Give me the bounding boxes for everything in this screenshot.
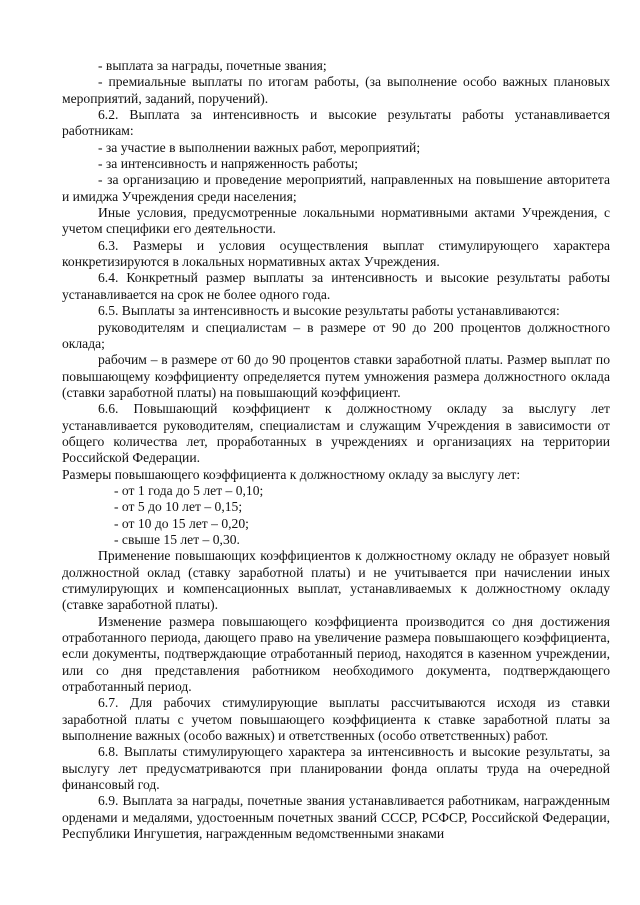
paragraph: Иные условия, предусмотренные локальными нормативными актами Учреждения, с учетом специфики его деятельности.: [62, 205, 610, 237]
paragraph: 6.6. Повышающий коэффициент к должностному окладу за выслугу лет устанавливается руководителям, специалистам и служащим Учреждения в зависимости от общего количества лет, проработанных в учреждениях и организациях на территории Российской Федерации.: [62, 401, 610, 466]
paragraph: - за организацию и проведение мероприятий, направленных на повышение авторитета и имиджа Учреждения среди населения;: [62, 172, 610, 204]
paragraph: 6.4. Конкретный размер выплаты за интенсивность и высокие результаты работы устанавливается на срок не более одного года.: [62, 270, 610, 302]
list-item: - от 1 года до 5 лет – 0,10;: [114, 482, 264, 498]
list-item: - от 10 до 15 лет – 0,20;: [114, 515, 249, 531]
paragraph: рабочим – в размере от 60 до 90 процентов ставки заработной платы. Размер выплат по повышающему коэффициенту определяется путем умножения размера должностного оклада (ставки заработной платы) на повышающий коэффициент.: [62, 352, 610, 400]
paragraph: Размеры повышающего коэффициента к должностному окладу за выслугу лет:: [62, 466, 521, 482]
paragraph: 6.3. Размеры и условия осуществления выплат стимулирующего характера конкретизируются в локальных нормативных актах Учреждения.: [62, 237, 610, 270]
paragraph: руководителям и специалистам – в размере от 90 до 200 процентов должностного оклада;: [62, 319, 610, 351]
paragraph: 6.9. Выплата за награды, почетные звания устанавливается работникам, награжденным орденами и медалями, удостоенным почетных званий СССР, РСФСР, Российской Федерации, Республики Ингушетия, награжденным ведомственными знаками: [62, 793, 610, 842]
paragraph: - выплата за награды, почетные звания;: [98, 58, 327, 73]
paragraph: - за интенсивность и напряженность работы;: [98, 156, 359, 172]
paragraph: - за участие в выполнении важных работ, мероприятий;: [98, 139, 421, 155]
paragraph: 6.8. Выплаты стимулирующего характера за интенсивность и высокие результаты, за выслугу лет предусматриваются при планировании фонда оплаты труда на очередной финансовый год.: [62, 744, 610, 793]
list-item: - свыше 15 лет – 0,30.: [114, 531, 240, 547]
paragraph: Изменение размера повышающего коэффициента производится со дня достижения отработанного периода, дающего право на увеличение размера повышающего коэффициента, если документы, подтверждающие отработанный период, находятся в казенном учреждении, или со дня представления работником необходимого документа, подтверждающего отработанный период.: [62, 613, 610, 695]
paragraph: 6.5. Выплаты за интенсивность и высокие результаты работы устанавливаются:: [98, 303, 560, 319]
paragraph: 6.2. Выплата за интенсивность и высокие результаты работы устанавливается работникам:: [62, 107, 610, 139]
paragraph: Применение повышающих коэффициентов к должностному окладу не образует новый должностной оклад (ставку заработной платы) и не учитывается при начислении иных стимулирующих и компенсационных выплат, устанавливаемых к должностному окладу (ставке заработной платы).: [62, 548, 610, 613]
list-item: - от 5 до 10 лет – 0,15;: [114, 499, 243, 515]
paragraph: 6.7. Для рабочих стимулирующие выплаты рассчитываются исходя из ставки заработной платы с учетом повышающего коэффициента к ставке заработной платы за выполнение важных (особо важных) и ответственных (особо ответственных) работ.: [62, 695, 610, 744]
document-page: [62, 58, 610, 843]
paragraph: - премиальные выплаты по итогам работы, (за выполнение особо важных плановых мероприятий, заданий, поручений).: [62, 74, 610, 106]
